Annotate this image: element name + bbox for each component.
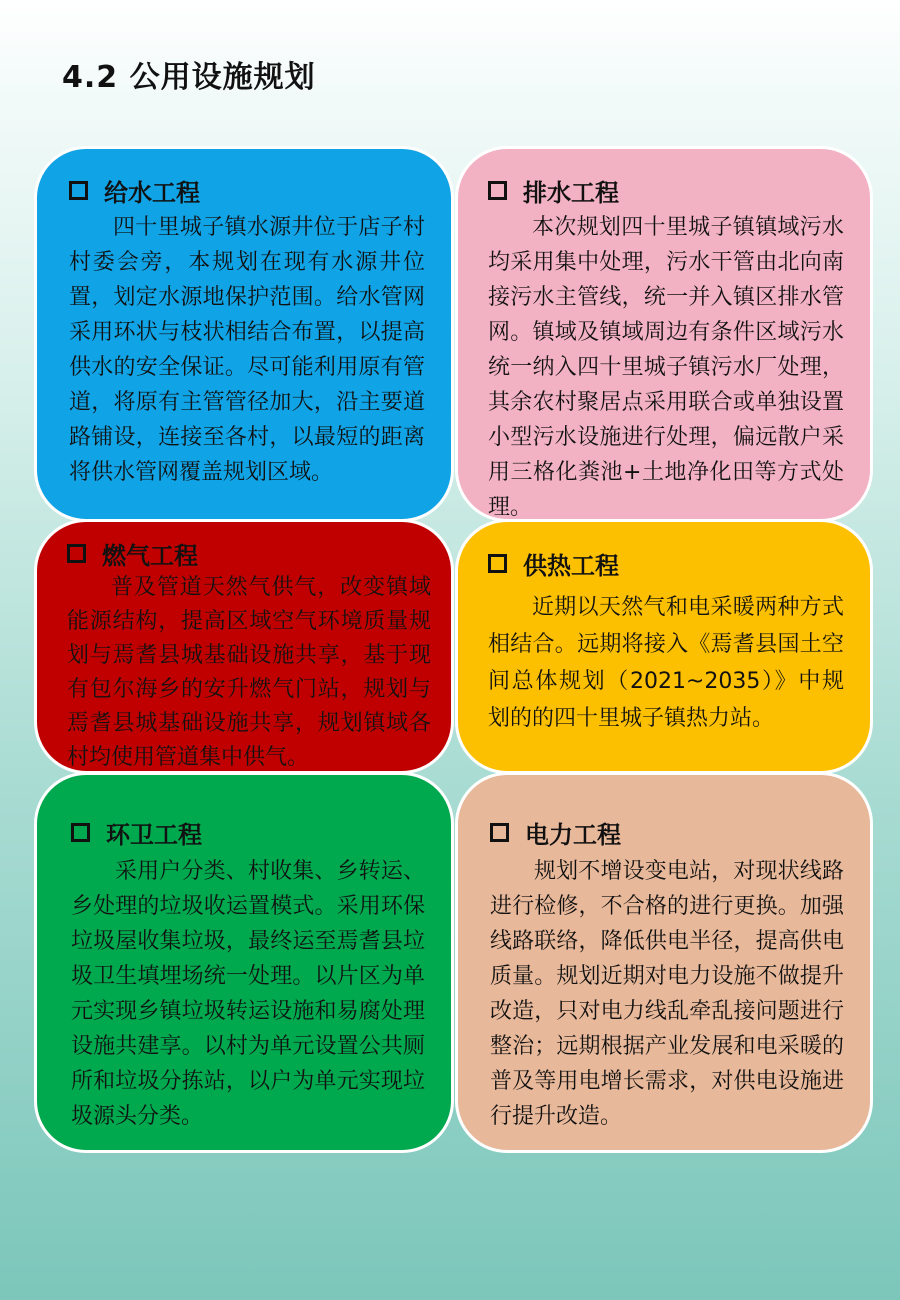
square-bullet-icon <box>488 554 507 573</box>
card-heating <box>455 519 873 774</box>
card-body: 普及管道天然气供气，改变镇域能源结构，提高区域空气环境质量规划与焉耆县城基础设施共享，基于现有包尔海乡的安升燃气门站，规划与焉耆县城基础设施共享，规划镇域各村均使用管道集中供气。 <box>67 575 431 770</box>
card-heading <box>69 173 425 208</box>
card-body: 规划不增设变电站，对现状线路进行检修，不合格的进行更换。加强线路联络，降低供电半径，提高供电质量。规划近期对电力设施不做提升改造，只对电力线乱牵乱接问题进行整治；远期根据产业发展和电采暖的普及等用电增长需求，对供电设施进行提升改造。 <box>490 859 844 1129</box>
card-body: 四十里城子镇水源井位于店子村村委会旁，本规划在现有水源井位置，划定水源地保护范围。给水管网采用环状与枝状相结合布置，以提高供水的安全保证。尽可能利用原有管道，将原有主管管径加大，沿主要道路铺设，连接至各村，以最短的距离将供水管网覆盖规划区域。 <box>69 215 425 485</box>
card-title: 排水工程 <box>523 179 619 207</box>
card-title: 电力工程 <box>525 821 621 849</box>
card-heading <box>490 815 844 850</box>
page-title: 4.2 公用设施规划 <box>62 60 316 95</box>
card-title: 供热工程 <box>523 552 619 580</box>
square-bullet-icon <box>67 544 86 563</box>
card-body: 近期以天然气和电采暖两种方式相结合。远期将接入《焉耆县国土空间总体规划（2021~2035）》中规划的的四十里城子镇热力站。 <box>488 595 844 731</box>
card-body: 采用户分类、村收集、乡转运、乡处理的垃圾收运置模式。采用环保垃圾屋收集垃圾，最终运至焉耆县垃圾卫生填埋场统一处理。以片区为单元实现乡镇垃圾转运设施和易腐处理设施共建享。以村为单元设置公共厕所和垃圾分拣站，以户为单元实现垃圾源头分类。 <box>71 859 425 1129</box>
card-drainage <box>455 146 873 522</box>
card-power <box>455 772 873 1153</box>
square-bullet-icon <box>71 823 90 842</box>
square-bullet-icon <box>69 181 88 200</box>
square-bullet-icon <box>488 181 507 200</box>
card-title: 给水工程 <box>104 179 200 207</box>
card-water-supply <box>34 146 454 522</box>
card-heading <box>488 546 844 581</box>
card-heading <box>488 173 844 208</box>
card-heading <box>71 815 425 850</box>
card-title: 环卫工程 <box>106 821 202 849</box>
square-bullet-icon <box>490 823 509 842</box>
card-body: 本次规划四十里城子镇镇域污水均采用集中处理，污水干管由北向南接污水主管线，统一并入镇区排水管网。镇域及镇域周边有条件区域污水统一纳入四十里城子镇污水厂处理，其余农村聚居点采用联合或单独设置小型污水设施进行处理，偏远散户采用三格化粪池+土地净化田等方式处理。 <box>488 215 844 520</box>
card-title: 燃气工程 <box>102 542 198 570</box>
card-gas <box>34 519 454 774</box>
card-sanitation <box>34 772 454 1153</box>
card-heading <box>67 536 431 571</box>
